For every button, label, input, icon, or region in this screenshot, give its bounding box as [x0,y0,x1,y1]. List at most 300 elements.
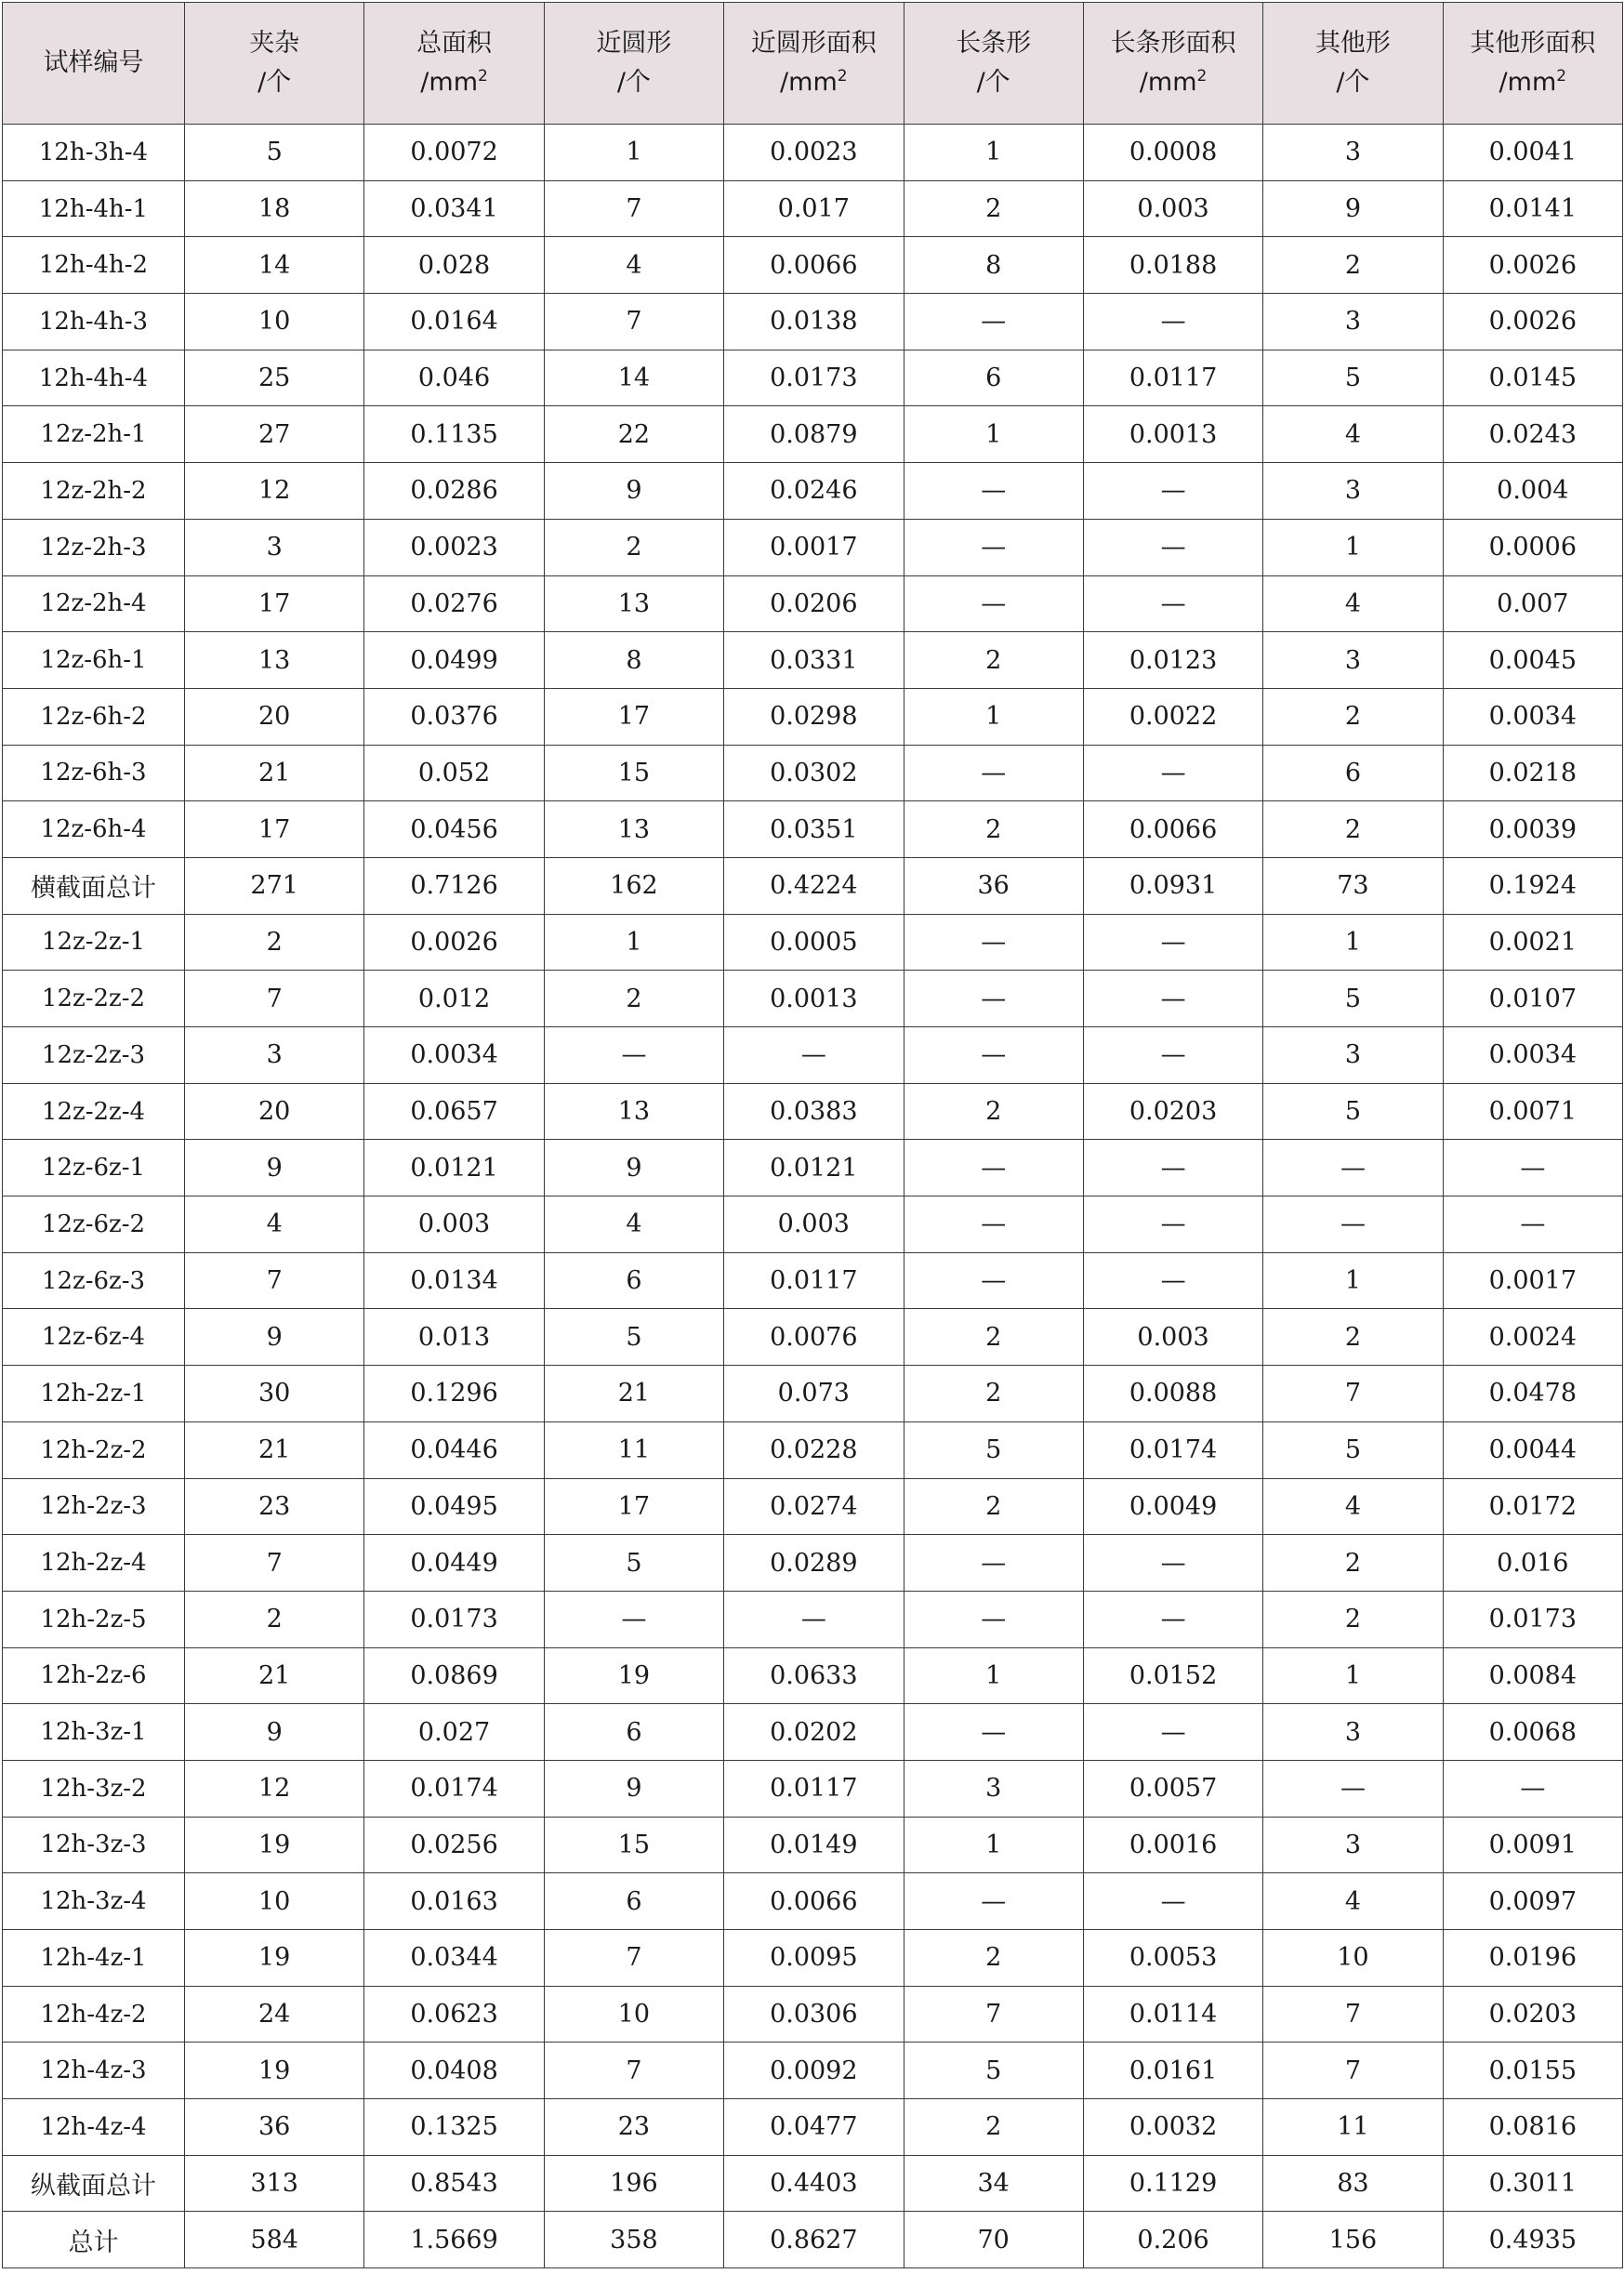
inclusion-count-cell: 36 [185,2099,364,2156]
table-row [3,1366,1623,1422]
header-label: 近圆形 [596,29,672,58]
other-area-cell: 0.0039 [1443,801,1622,858]
elongated-area-cell: — [1083,575,1262,632]
other-count-cell: 7 [1263,1366,1443,1422]
round-count-cell: 9 [544,463,723,520]
header-unit-text: /个 [616,68,651,97]
total-area-cell: 1.5669 [364,2212,544,2268]
round-area-cell: 0.0202 [724,1704,904,1761]
total-area-cell: 0.0256 [364,1817,544,1873]
other-count-cell: 5 [1263,971,1443,1027]
other-count-cell: 2 [1263,688,1443,745]
other-area-cell: 0.0071 [1443,1083,1622,1140]
other-count-cell: — [1263,1140,1443,1196]
elongated-area-cell: 0.003 [1083,180,1262,237]
inclusion-count-cell: 21 [185,1421,364,1478]
header-label: 长条形面积 [1110,29,1236,58]
total-area-cell: 0.1325 [364,2099,544,2156]
sample-id-cell: 12h-4z-1 [3,1930,185,1987]
table-row [3,1309,1623,1366]
total-area-cell: 0.0657 [364,1083,544,1140]
elongated-count-cell: 5 [904,2043,1083,2099]
elongated-area-cell: 0.0057 [1083,1760,1262,1817]
other-area-cell: 0.0034 [1443,688,1622,745]
column-header-other-area [1443,3,1622,125]
elongated-count-cell: 1 [904,1647,1083,1704]
round-area-cell: 0.0138 [724,294,904,350]
elongated-count-cell: — [904,519,1083,575]
sample-id-cell: 12h-4z-2 [3,1986,185,2043]
other-count-cell: 4 [1263,575,1443,632]
total-area-cell: 0.0408 [364,2043,544,2099]
other-area-cell: 0.0203 [1443,1986,1622,2043]
column-header-elongated-area [1083,3,1262,125]
round-area-cell: 0.0017 [724,519,904,575]
sample-id-cell: 12h-2z-5 [3,1591,185,1647]
header-unit [185,63,363,102]
elongated-count-cell: 7 [904,1986,1083,2043]
total-area-cell: 0.0495 [364,1478,544,1535]
total-area-cell: 0.0499 [364,632,544,689]
table-row [3,1196,1623,1253]
total-area-cell: 0.0121 [364,1140,544,1196]
round-count-cell: 358 [544,2212,723,2268]
other-count-cell: 2 [1263,801,1443,858]
elongated-count-cell: — [904,463,1083,520]
table-total-row [3,2212,1623,2268]
other-area-cell: 0.0045 [1443,632,1622,689]
round-count-cell: 5 [544,1309,723,1366]
round-area-cell: 0.0149 [724,1817,904,1873]
sample-id-cell: 12h-3z-4 [3,1873,185,1930]
other-area-cell: 0.4935 [1443,2212,1622,2268]
other-count-cell: 2 [1263,237,1443,294]
elongated-count-cell: — [904,1535,1083,1592]
total-area-cell: 0.0456 [364,801,544,858]
other-area-cell: 0.004 [1443,463,1622,520]
elongated-count-cell: 2 [904,180,1083,237]
inclusion-count-cell: 12 [185,463,364,520]
round-count-cell: 9 [544,1760,723,1817]
elongated-area-cell: — [1083,1873,1262,1930]
other-area-cell: 0.016 [1443,1535,1622,1592]
other-area-cell: 0.0243 [1443,406,1622,463]
elongated-area-cell: 0.0032 [1083,2099,1262,2156]
elongated-count-cell: — [904,745,1083,801]
total-area-cell: 0.1296 [364,1366,544,1422]
sample-id-cell: 12h-2z-6 [3,1647,185,1704]
other-count-cell: 9 [1263,180,1443,237]
sample-id-cell: 12h-3z-3 [3,1817,185,1873]
inclusion-count-cell: 4 [185,1196,364,1253]
round-area-cell: 0.003 [724,1196,904,1253]
table-row [3,1704,1623,1761]
header-unit [724,63,903,102]
sample-id-cell: 12z-6z-1 [3,1140,185,1196]
elongated-area-cell: — [1083,294,1262,350]
sample-id-cell: 12h-4z-3 [3,2043,185,2099]
elongated-area-cell: — [1083,914,1262,971]
other-count-cell: 4 [1263,1478,1443,1535]
round-area-cell: 0.0879 [724,406,904,463]
header-label: 其他形 [1314,29,1391,58]
inclusion-count-cell: 19 [185,2043,364,2099]
header-unit-text: /mm [420,68,478,97]
total-area-cell: 0.0163 [364,1873,544,1930]
header-unit [904,63,1083,102]
round-count-cell: 11 [544,1421,723,1478]
inclusion-count-cell: 25 [185,350,364,406]
inclusion-count-cell: 9 [185,1704,364,1761]
round-count-cell: 1 [544,914,723,971]
round-area-cell: 0.0005 [724,914,904,971]
sample-id-cell: 12z-6h-1 [3,632,185,689]
other-area-cell: 0.0026 [1443,294,1622,350]
other-area-cell: 0.0021 [1443,914,1622,971]
elongated-area-cell: — [1083,745,1262,801]
elongated-count-cell: 36 [904,857,1083,914]
sample-id-cell: 12h-3h-4 [3,125,185,181]
sample-id-cell: 总计 [3,2212,185,2268]
table-row [3,745,1623,801]
total-area-cell: 0.028 [364,237,544,294]
table-row [3,1535,1623,1592]
round-area-cell: 0.0117 [724,1252,904,1309]
round-count-cell: 21 [544,1366,723,1422]
total-area-cell: 0.0026 [364,914,544,971]
round-area-cell: 0.0117 [724,1760,904,1817]
header-unit [1263,63,1442,102]
elongated-area-cell: 0.206 [1083,2212,1262,2268]
total-area-cell: 0.003 [364,1196,544,1253]
elongated-count-cell: 6 [904,350,1083,406]
round-count-cell: 13 [544,1083,723,1140]
other-count-cell: 11 [1263,2099,1443,2156]
other-count-cell: 3 [1263,1817,1443,1873]
table-row [3,2043,1623,2099]
table-row [3,463,1623,520]
sample-id-cell: 12z-2h-2 [3,463,185,520]
elongated-area-cell: 0.0008 [1083,125,1262,181]
sample-id-cell: 12h-4h-3 [3,294,185,350]
other-area-cell: 0.0068 [1443,1704,1622,1761]
elongated-count-cell: 2 [904,632,1083,689]
table-row [3,237,1623,294]
round-area-cell: 0.0477 [724,2099,904,2156]
sample-id-cell: 12z-2z-3 [3,1027,185,1084]
sample-id-cell: 12h-2z-3 [3,1478,185,1535]
table-body [3,125,1623,2268]
elongated-area-cell: 0.0114 [1083,1986,1262,2043]
other-count-cell: 1 [1263,1252,1443,1309]
sample-id-cell: 纵截面总计 [3,2155,185,2212]
sample-id-cell: 12h-4h-2 [3,237,185,294]
other-area-cell: 0.0145 [1443,350,1622,406]
table-row [3,1591,1623,1647]
other-area-cell: 0.0034 [1443,1027,1622,1084]
header-label: 长条形 [956,29,1032,58]
table-row [3,350,1623,406]
sample-id-cell: 12h-4z-4 [3,2099,185,2156]
total-area-cell: 0.012 [364,971,544,1027]
header-unit [1084,63,1262,102]
table-row [3,519,1623,575]
other-area-cell: 0.1924 [1443,857,1622,914]
elongated-count-cell: — [904,1873,1083,1930]
elongated-count-cell: 5 [904,1421,1083,1478]
inclusion-count-cell: 17 [185,801,364,858]
round-count-cell: 19 [544,1647,723,1704]
round-area-cell: 0.0274 [724,1478,904,1535]
round-count-cell: 7 [544,294,723,350]
round-count-cell: 17 [544,688,723,745]
other-area-cell: — [1443,1140,1622,1196]
inclusion-count-cell: 2 [185,914,364,971]
other-count-cell: 5 [1263,1083,1443,1140]
round-area-cell: 0.0066 [724,237,904,294]
total-area-cell: 0.027 [364,1704,544,1761]
round-count-cell: 2 [544,519,723,575]
total-area-cell: 0.0376 [364,688,544,745]
total-area-cell: 0.8543 [364,2155,544,2212]
inclusion-count-cell: 313 [185,2155,364,2212]
other-count-cell: 2 [1263,1535,1443,1592]
total-area-cell: 0.0134 [364,1252,544,1309]
elongated-area-cell: 0.0931 [1083,857,1262,914]
round-count-cell: 4 [544,237,723,294]
inclusion-count-cell: 9 [185,1309,364,1366]
table-row [3,801,1623,858]
header-unit-superscript: 2 [1196,67,1208,86]
column-header-sample-id [3,3,185,125]
other-area-cell: 0.0026 [1443,237,1622,294]
round-area-cell: 0.0013 [724,971,904,1027]
elongated-area-cell: 0.0066 [1083,801,1262,858]
header-unit-text: /mm [1139,68,1197,97]
round-area-cell: 0.0633 [724,1647,904,1704]
elongated-count-cell: — [904,575,1083,632]
table-row [3,1986,1623,2043]
other-area-cell: 0.0155 [1443,2043,1622,2099]
header-unit-superscript: 2 [837,67,848,86]
inclusion-count-cell: 7 [185,1252,364,1309]
elongated-count-cell: 2 [904,1309,1083,1366]
round-count-cell: 23 [544,2099,723,2156]
round-count-cell: 10 [544,1986,723,2043]
other-area-cell: — [1443,1760,1622,1817]
elongated-count-cell: 34 [904,2155,1083,2212]
round-count-cell: 1 [544,125,723,181]
table-row [3,180,1623,237]
inclusion-count-cell: 20 [185,688,364,745]
elongated-count-cell: — [904,971,1083,1027]
table-total-row [3,857,1623,914]
sample-id-cell: 12z-2z-1 [3,914,185,971]
total-area-cell: 0.0072 [364,125,544,181]
elongated-count-cell: 70 [904,2212,1083,2268]
round-area-cell: 0.0066 [724,1873,904,1930]
round-count-cell: 8 [544,632,723,689]
elongated-count-cell: — [904,1196,1083,1253]
elongated-area-cell: 0.003 [1083,1309,1262,1366]
column-header-total-area [364,3,544,125]
round-count-cell: 13 [544,575,723,632]
elongated-area-cell: — [1083,1196,1262,1253]
column-header-round-area [724,3,904,125]
sample-id-cell: 12h-2z-4 [3,1535,185,1592]
header-unit-text: /个 [1336,68,1370,97]
other-count-cell: 4 [1263,1873,1443,1930]
round-area-cell: — [724,1591,904,1647]
other-count-cell: 3 [1263,632,1443,689]
other-count-cell: 73 [1263,857,1443,914]
round-area-cell: 0.073 [724,1366,904,1422]
elongated-count-cell: 8 [904,237,1083,294]
round-area-cell: 0.017 [724,180,904,237]
inclusion-count-cell: 3 [185,519,364,575]
other-count-cell: 3 [1263,1027,1443,1084]
inclusion-count-cell: 10 [185,1873,364,1930]
round-area-cell: 0.0228 [724,1421,904,1478]
header-unit-text: /mm [780,68,838,97]
other-area-cell: 0.0196 [1443,1930,1622,1987]
sample-id-cell: 12z-6z-2 [3,1196,185,1253]
other-area-cell: 0.0218 [1443,745,1622,801]
round-count-cell: 7 [544,180,723,237]
round-area-cell: 0.0076 [724,1309,904,1366]
header-unit-text: /个 [257,68,292,97]
header-unit [545,63,723,102]
round-count-cell: 14 [544,350,723,406]
round-area-cell: 0.0095 [724,1930,904,1987]
table-row [3,1140,1623,1196]
inclusion-count-cell: 9 [185,1140,364,1196]
other-area-cell: 0.3011 [1443,2155,1622,2212]
other-area-cell: 0.0084 [1443,1647,1622,1704]
elongated-count-cell: — [904,1252,1083,1309]
elongated-count-cell: 1 [904,1817,1083,1873]
total-area-cell: 0.0623 [364,1986,544,2043]
other-count-cell: 1 [1263,519,1443,575]
round-area-cell: 0.0306 [724,1986,904,2043]
header-unit [364,63,543,102]
other-count-cell: 1 [1263,914,1443,971]
inclusion-count-cell: 7 [185,971,364,1027]
elongated-area-cell: — [1083,463,1262,520]
round-count-cell: — [544,1591,723,1647]
other-area-cell: 0.0141 [1443,180,1622,237]
other-count-cell: 7 [1263,1986,1443,2043]
table-row [3,1083,1623,1140]
sample-id-cell: 12z-6z-3 [3,1252,185,1309]
inclusion-count-cell: 3 [185,1027,364,1084]
elongated-area-cell: 0.0016 [1083,1817,1262,1873]
elongated-count-cell: 2 [904,1366,1083,1422]
other-area-cell: 0.007 [1443,575,1622,632]
total-area-cell: 0.0344 [364,1930,544,1987]
elongated-area-cell: — [1083,1591,1262,1647]
other-count-cell: 2 [1263,1309,1443,1366]
elongated-area-cell: 0.0152 [1083,1647,1262,1704]
round-count-cell: 6 [544,1704,723,1761]
round-area-cell: 0.0351 [724,801,904,858]
elongated-count-cell: — [904,294,1083,350]
round-area-cell: 0.0173 [724,350,904,406]
inclusion-count-cell: 19 [185,1817,364,1873]
elongated-count-cell: 3 [904,1760,1083,1817]
other-count-cell: — [1263,1196,1443,1253]
other-area-cell: 0.0041 [1443,125,1622,181]
sample-id-cell: 12h-2z-1 [3,1366,185,1422]
other-count-cell: 1 [1263,1647,1443,1704]
other-count-cell: 3 [1263,125,1443,181]
header-label: 夹杂 [249,29,300,58]
other-count-cell: 5 [1263,350,1443,406]
table-row [3,1930,1623,1987]
round-count-cell: 9 [544,1140,723,1196]
elongated-area-cell: 0.0088 [1083,1366,1262,1422]
elongated-area-cell: 0.0203 [1083,1083,1262,1140]
sample-id-cell: 12h-3z-2 [3,1760,185,1817]
inclusion-count-cell: 21 [185,745,364,801]
other-count-cell: 83 [1263,2155,1443,2212]
other-count-cell: 10 [1263,1930,1443,1987]
table-row [3,1478,1623,1535]
header-row [3,3,1623,125]
inclusion-count-cell: 10 [185,294,364,350]
other-count-cell: 3 [1263,463,1443,520]
elongated-area-cell: — [1083,1252,1262,1309]
elongated-area-cell: 0.0049 [1083,1478,1262,1535]
inclusion-count-cell: 30 [185,1366,364,1422]
other-count-cell: 7 [1263,2043,1443,2099]
inclusion-count-cell: 20 [185,1083,364,1140]
round-count-cell: 7 [544,1930,723,1987]
round-count-cell: 22 [544,406,723,463]
header-unit-text: /个 [976,68,1010,97]
round-count-cell: 15 [544,1817,723,1873]
table-row [3,406,1623,463]
round-area-cell: 0.0331 [724,632,904,689]
column-header-inclusion-count [185,3,364,125]
table-row [3,575,1623,632]
other-area-cell: 0.0173 [1443,1591,1622,1647]
inclusion-count-cell: 18 [185,180,364,237]
other-count-cell: 156 [1263,2212,1443,2268]
elongated-count-cell: 2 [904,1930,1083,1987]
sample-id-cell: 12z-2h-1 [3,406,185,463]
elongated-area-cell: — [1083,971,1262,1027]
sample-id-cell: 12z-6h-4 [3,801,185,858]
table-row [3,688,1623,745]
round-count-cell: 2 [544,971,723,1027]
header-unit-text: /mm [1499,68,1557,97]
inclusion-count-cell: 12 [185,1760,364,1817]
elongated-count-cell: 1 [904,688,1083,745]
table-row [3,1760,1623,1817]
total-area-cell: 0.0023 [364,519,544,575]
total-area-cell: 0.0869 [364,1647,544,1704]
total-area-cell: 0.1135 [364,406,544,463]
total-area-cell: 0.0174 [364,1760,544,1817]
elongated-area-cell: — [1083,519,1262,575]
elongated-area-cell: 0.1129 [1083,2155,1262,2212]
table-row [3,914,1623,971]
total-area-cell: 0.0164 [364,294,544,350]
elongated-count-cell: 1 [904,125,1083,181]
elongated-area-cell: 0.0013 [1083,406,1262,463]
table-row [3,2099,1623,2156]
